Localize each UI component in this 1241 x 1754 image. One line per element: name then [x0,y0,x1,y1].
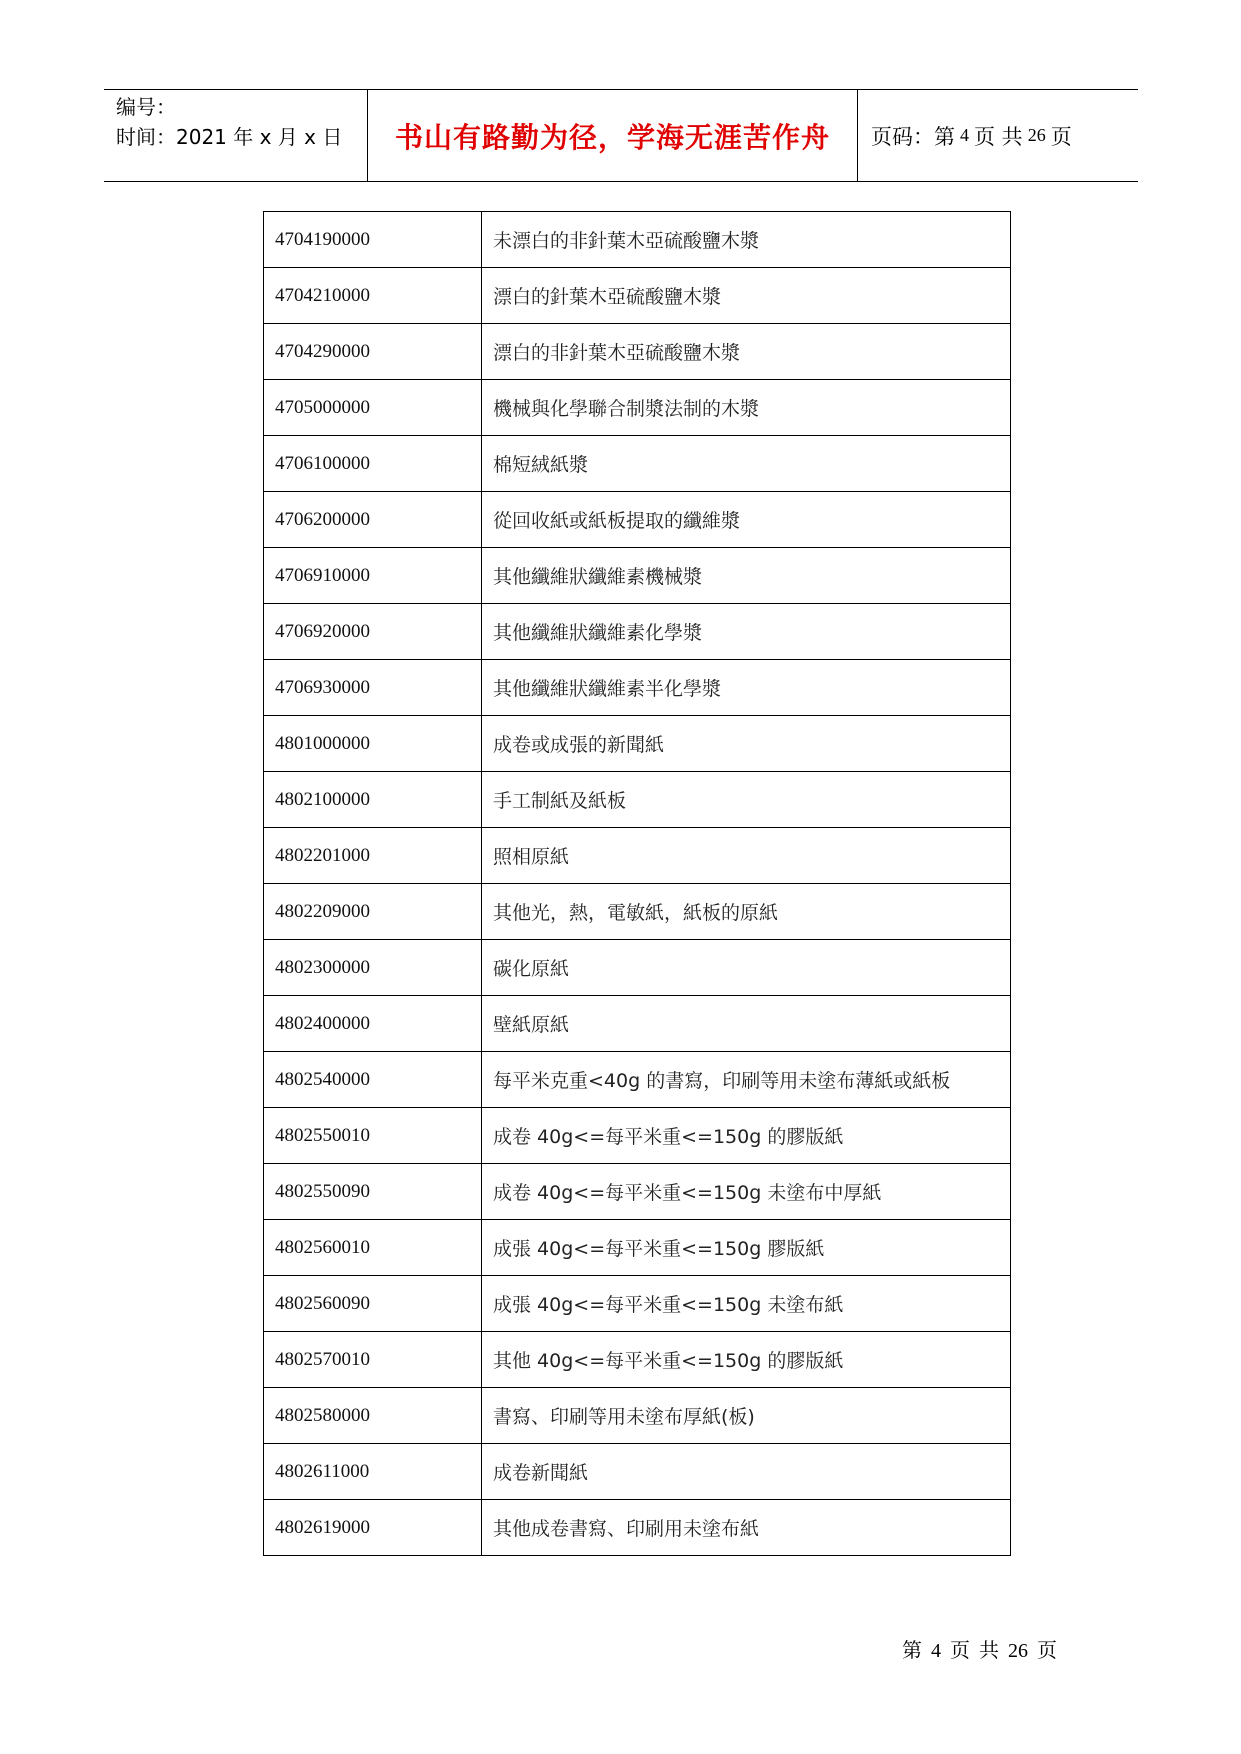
tariff-code-cell: 4802201000 [264,828,482,884]
description-cell: 其他纖維狀纖維素機械漿 [482,548,1011,604]
description-cell: 壁紙原紙 [482,996,1011,1052]
table-row [264,716,1011,772]
table-row [264,548,1011,604]
description-cell: 碳化原紙 [482,940,1011,996]
tariff-code-cell: 4705000000 [264,380,482,436]
table-row [264,660,1011,716]
tariff-code-cell: 4802619000 [264,1500,482,1556]
page-suffix: 页 [1050,124,1072,149]
table-row [264,1052,1011,1108]
page-prefix: 页码：第 [871,124,955,149]
table-row [264,1164,1011,1220]
page-mid: 页 共 [974,124,1023,149]
document-number-label: 编号： [116,95,176,119]
tariff-code-cell: 4706100000 [264,436,482,492]
description-cell: 成張 40g<=每平米重<=150g 未塗布紙 [482,1276,1011,1332]
header-motto: 书山有路勤为径，学海无涯苦作舟 [368,90,858,181]
table-row [264,1220,1011,1276]
description-cell: 每平米克重<40g 的書寫，印刷等用未塗布薄紙或紙板 [482,1052,1011,1108]
tariff-code-cell: 4801000000 [264,716,482,772]
table-row [264,1388,1011,1444]
tariff-code-cell: 4802580000 [264,1388,482,1444]
table-row [264,604,1011,660]
description-cell: 照相原紙 [482,828,1011,884]
description-cell: 其他纖維狀纖維素半化學漿 [482,660,1011,716]
tariff-code-cell: 4802209000 [264,884,482,940]
table-row [264,1500,1011,1556]
description-cell: 成卷 40g<=每平米重<=150g 的膠版紙 [482,1108,1011,1164]
tariff-code-cell: 4704190000 [264,212,482,268]
description-cell: 棉短絨紙漿 [482,436,1011,492]
description-cell: 機械與化學聯合制漿法制的木漿 [482,380,1011,436]
tariff-code-cell: 4706920000 [264,604,482,660]
description-cell: 其他光，熱，電敏紙，紙板的原紙 [482,884,1011,940]
table-row [264,940,1011,996]
description-cell: 手工制紙及紙板 [482,772,1011,828]
description-cell: 漂白的非針葉木亞硫酸鹽木漿 [482,324,1011,380]
page-total: 26 [1027,125,1046,145]
table-row [264,380,1011,436]
table-row [264,268,1011,324]
tariff-code-cell: 4802560090 [264,1276,482,1332]
tariff-code-cell: 4802570010 [264,1332,482,1388]
description-cell: 成張 40g<=每平米重<=150g 膠版紙 [482,1220,1011,1276]
header-page-number [858,90,1138,181]
tariff-code-cell: 4706200000 [264,492,482,548]
header-meta [104,90,368,181]
description-cell: 其他成卷書寫、印刷用未塗布紙 [482,1500,1011,1556]
table-row [264,1276,1011,1332]
tariff-code-cell: 4706910000 [264,548,482,604]
description-cell: 從回收紙或紙板提取的纖維漿 [482,492,1011,548]
table-row [264,324,1011,380]
tariff-code-cell: 4802550010 [264,1108,482,1164]
table-row [264,492,1011,548]
table-row [264,212,1011,268]
table-row [264,1108,1011,1164]
tariff-code-cell: 4802611000 [264,1444,482,1500]
tariff-code-cell: 4704290000 [264,324,482,380]
table-row [264,772,1011,828]
table-row [264,884,1011,940]
tariff-code-cell: 4802300000 [264,940,482,996]
tariff-code-cell: 4802400000 [264,996,482,1052]
tariff-code-cell: 4704210000 [264,268,482,324]
description-cell: 其他 40g<=每平米重<=150g 的膠版紙 [482,1332,1011,1388]
table-body [264,212,1011,1556]
tariff-code-cell: 4802560010 [264,1220,482,1276]
description-cell: 成卷 40g<=每平米重<=150g 未塗布中厚紙 [482,1164,1011,1220]
page-header [104,89,1138,182]
page-footer: 第 4 页 共 26 页 [902,1640,1057,1662]
table-row [264,996,1011,1052]
document-time: 时间：2021 年 x 月 x 日 [116,125,343,149]
table-row [264,828,1011,884]
table-row [264,1444,1011,1500]
description-cell: 書寫、印刷等用未塗布厚紙(板) [482,1388,1011,1444]
description-cell: 漂白的針葉木亞硫酸鹽木漿 [482,268,1011,324]
description-cell: 成卷新聞紙 [482,1444,1011,1500]
description-cell: 未漂白的非針葉木亞硫酸鹽木漿 [482,212,1011,268]
page-current: 4 [960,125,969,145]
tariff-code-cell: 4706930000 [264,660,482,716]
description-cell: 成卷或成張的新聞紙 [482,716,1011,772]
tariff-code-table [263,211,1011,1556]
table-row [264,1332,1011,1388]
tariff-table-container [263,211,1011,1556]
tariff-code-cell: 4802540000 [264,1052,482,1108]
table-row [264,436,1011,492]
tariff-code-cell: 4802550090 [264,1164,482,1220]
tariff-code-cell: 4802100000 [264,772,482,828]
description-cell: 其他纖維狀纖維素化學漿 [482,604,1011,660]
